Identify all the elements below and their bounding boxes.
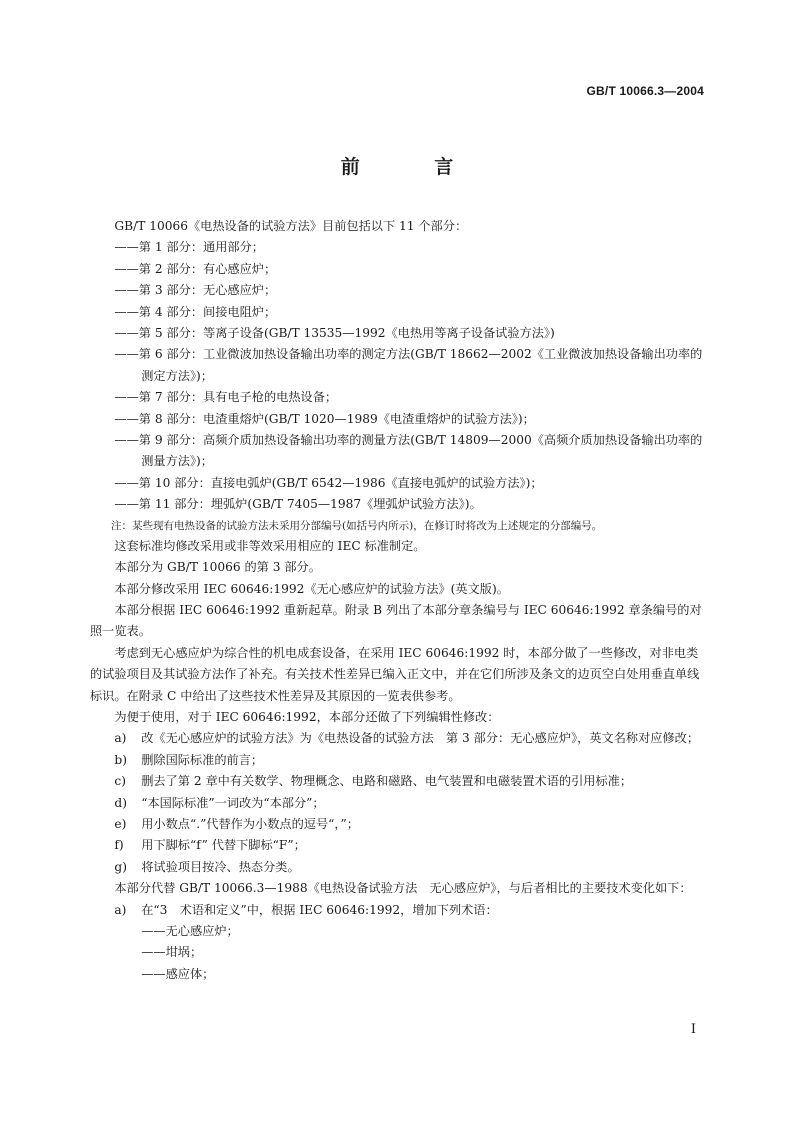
list-marker: g): [114, 859, 127, 874]
list-item: ——第 3 部分：无心感应炉；: [114, 283, 277, 298]
list-item: [114, 750, 704, 771]
list-text: 改《无心感应炉的试验方法》为《电热设备的试验方法 第 3 部分：无心感应炉》，英文名称对应修改；: [141, 731, 700, 746]
parts-list: [90, 237, 704, 515]
page-title: 前 言: [340, 156, 488, 178]
list-item: ——无心感应炉；: [141, 924, 239, 938]
list-item: ——第 6 部分：工业微波加热设备输出功率的测定方法(GB/T 18662—2002《工业微波加热设备输出功率的测定方法》)；: [114, 347, 703, 383]
paragraph: 这套标准均修改采用或非等效采用相应的 IEC 标准制定。: [114, 538, 426, 553]
list-item: ——第 1 部分：通用部分；: [114, 240, 264, 255]
replace-paragraph: 本部分代替 GB/T 10066.3—1988《电热设备试验方法 无心感应炉》，与后者相比的主要技术变化如下：: [114, 881, 692, 896]
intro-paragraph: GB/T 10066《电热设备的试验方法》目前包括以下 11 个部分：: [114, 219, 468, 233]
list-marker: c): [114, 774, 126, 789]
paragraph: 本部分修改采用 IEC 60646:1992《无心感应炉的试验方法》(英文版)。: [114, 581, 509, 596]
list-item: [114, 793, 704, 814]
standard-code: GB/T 10066.3—2004: [586, 84, 704, 98]
paragraph: 本部分根据 IEC 60646:1992 重新起草。附录 B 列出了本部分章条编号与 IEC 60646:1992 章条编号的对照一览表。: [90, 602, 702, 639]
list-marker: b): [114, 752, 127, 767]
paragraph: 考虑到无心感应炉为综合性的机电成套设备，在采用 IEC 60646:1992 时，本部分做了一些修改，对非电类的试验项目及其试验方法作了补充。有关技术性差异已编入正文中，并在它们所涉及条文的边页空白处用垂直单线标识。在附录 C 中给出了这些技术性差异及其原因的一览表供参考。: [90, 645, 700, 703]
list-item: [114, 728, 704, 749]
list-text: 用小数点“.”代替作为小数点的逗号“，”；: [141, 816, 359, 831]
note: 注：某些现有电热设备的试验方法未采用分部编号(如括号内所示)，在修订时将改为上述规定的分部编号。: [111, 519, 603, 532]
list-item: ——第 2 部分：有心感应炉；: [114, 261, 277, 276]
list-item: ——感应体；: [141, 966, 215, 981]
foreword-body: [90, 216, 704, 985]
paragraph: 本部分为 GB/T 10066 的第 3 部分。: [114, 560, 321, 575]
list-item: [114, 857, 704, 878]
list-marker: f): [114, 838, 124, 853]
list-item: ——第 7 部分：具有电子枪的电热设备；: [114, 390, 338, 405]
list-text: 删去了第 2 章中有关数学、物理概念、电路和磁路、电气装置和电磁装置术语的引用标准；: [141, 774, 633, 789]
list-marker: e): [114, 816, 127, 831]
list-text: 用下脚标“f” 代替下脚标“F”；: [141, 838, 306, 853]
list-text: “本国际标准”一词改为“本部分”；: [141, 795, 325, 810]
paragraph: 为便于使用，对于 IEC 60646:1992，本部分还做了下列编辑性修改：: [114, 709, 500, 724]
list-item: ——第 9 部分：高频介质加热设备输出功率的测量方法(GB/T 14809—2000《高频介质加热设备输出功率的测量方法》)；: [114, 433, 703, 469]
list-text: 在“3 术语和定义”中，根据 IEC 60646:1992，增加下列术语：: [141, 902, 498, 917]
list-text: 将试验项目按冷、热态分类。: [141, 859, 300, 874]
list-item: [114, 771, 704, 792]
list-marker: a): [114, 731, 127, 746]
list-item: [114, 835, 704, 856]
list-item: ——第 11 部分：埋弧炉(GB/T 7405—1987《埋弧炉试验方法》)。: [114, 497, 482, 512]
list-item: ——坩埚；: [141, 945, 203, 960]
list-item: ——第 5 部分：等离子设备(GB/T 13535—1992《电热用等离子设备试验方法》): [114, 326, 555, 341]
page-number: I: [690, 1022, 696, 1037]
list-marker: d): [114, 795, 127, 810]
edits-list: [90, 728, 704, 878]
list-text: 删除国际标准的前言；: [141, 752, 264, 767]
list-item: ——第 10 部分：直接电弧炉(GB/T 6542—1986《直接电弧炉的试验方法》)；: [114, 475, 543, 490]
list-item: [114, 814, 704, 835]
list-item: ——第 8 部分：电渣重熔炉(GB/T 1020—1989《电渣重熔炉的试验方法》)；: [114, 411, 535, 426]
changes-list: [90, 900, 704, 921]
new-terms-list: [90, 921, 704, 985]
list-marker: a): [114, 902, 127, 917]
list-item: [114, 900, 704, 921]
list-item: ——第 4 部分：间接电阻炉；: [114, 304, 277, 319]
